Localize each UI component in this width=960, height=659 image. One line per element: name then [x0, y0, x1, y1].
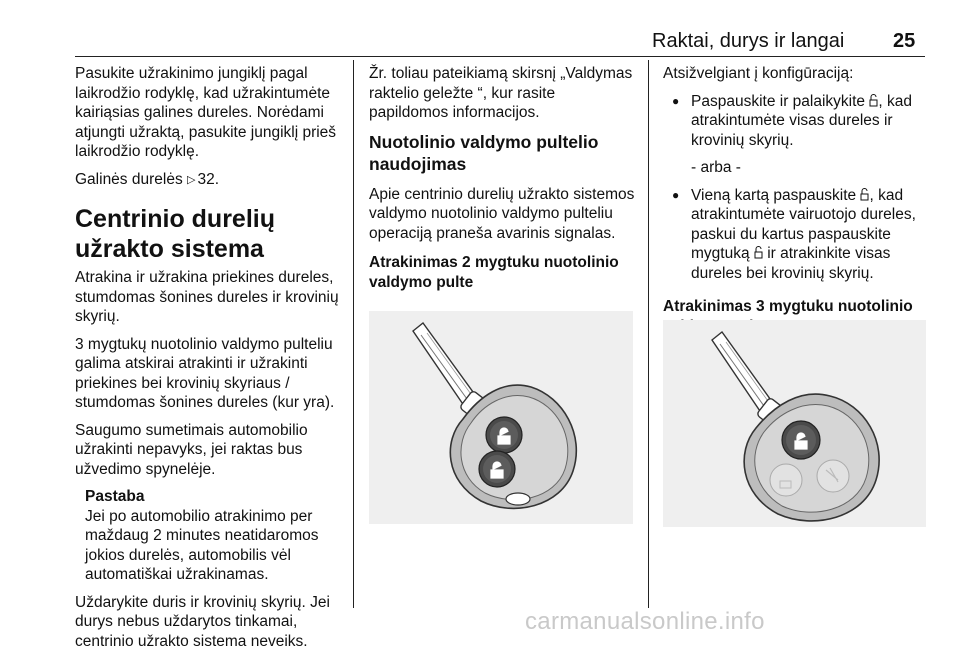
key-fob-3-button-illustration: [663, 320, 926, 527]
page-header-title: Raktai, durys ir langai: [652, 30, 845, 52]
paragraph: Uždarykite duris ir krovinių skyrių. Jei durys nebus uždarytos tinkamai, centrinio užrakto sistema neveiks.: [75, 593, 330, 650]
column-2: [369, 64, 637, 306]
column-separator: [648, 60, 649, 608]
reference-arrow-icon: ▷: [187, 173, 196, 186]
paragraph: Saugumo sumetimais automobilio užrakinti nepavyks, jei raktas bus užvedimo spynelėje.: [75, 421, 308, 478]
column-1: [75, 64, 347, 659]
unlock-icon: [869, 94, 878, 107]
paragraph: Pasukite užrakinimo jungiklį pagal laikrodžio rodyklę, kad užrakintumėte kairiąsias galines dureles. Norėdami atjungti užraktą, pasukite jungiklį prieš laikrodžio rodyklę.: [75, 65, 337, 160]
note-text: Jei po automobilio atrakinimo per maždaug 2 minutes neatidaromos jokios durelės, automobilis vėl automatiškai užrakinamas.: [85, 507, 319, 583]
column-separator: [353, 60, 354, 608]
section-heading: Nuotolinio valdymo pultelio naudojimas: [369, 131, 599, 174]
subheading: Atrakinimas 2 mygtuku nuotolinio valdymo pulte: [369, 254, 619, 291]
bullet-list: [663, 92, 927, 151]
column-3: [663, 64, 927, 350]
paragraph: Atsižvelgiant į konfigūraciją:: [663, 65, 854, 82]
key-fob-2-button-illustration: [369, 311, 633, 524]
section-heading: Centrinio durelių užrakto sistema: [75, 205, 275, 263]
note-box: [85, 487, 347, 585]
paragraph: Žr. toliau pateikiamą skirsnį „Valdymas raktelio geležte “, kur rasite papildomos informacijos.: [369, 65, 633, 121]
reference-page[interactable]: 32.: [197, 170, 220, 188]
list-item: ● Vieną kartą paspauskite , kad atrakintumėte vairuotojo dureles, paskui du kartus paspauskite mygtuką ir atrakinkite visas dureles bei krovinių skyrių.: [663, 186, 927, 284]
paragraph: Atrakina ir užrakina priekines dureles, stumdomas šonines dureles ir krovinių skyrių.: [75, 269, 339, 325]
bullet-list: [663, 186, 927, 284]
key-fob-3-button-figure: [663, 320, 926, 527]
subheading: Atrakinimas 3 mygtuku nuotolinio: [663, 298, 913, 315]
note-title: Pastaba: [85, 488, 145, 505]
watermark: carmanualsonline.info: [525, 608, 765, 635]
paragraph: Apie centrinio durelių užrakto sistemos valdymo nuotolinio valdymo pulteliu operaciją praneša avarinis signalas.: [369, 185, 635, 242]
page-number: 25: [893, 30, 916, 52]
list-item: ● Paspauskite ir palaikykite , kad atrakintumėte visas dureles ir krovinių skyrių.: [663, 92, 927, 151]
paragraph: 3 mygtukų nuotolinio valdymo pulteliu galima atskirai atrakinti ir užrakinti priekines bei krovinių skyriaus / stumdomas šonines dureles (kur yra).: [75, 335, 335, 411]
key-fob-2-button-figure: [369, 311, 633, 524]
unlock-icon: [754, 246, 763, 259]
cross-reference: Galinės durelės ▷ 32.: [75, 170, 347, 191]
alternative-separator: - arba -: [691, 159, 741, 176]
header-rule: [75, 56, 925, 57]
